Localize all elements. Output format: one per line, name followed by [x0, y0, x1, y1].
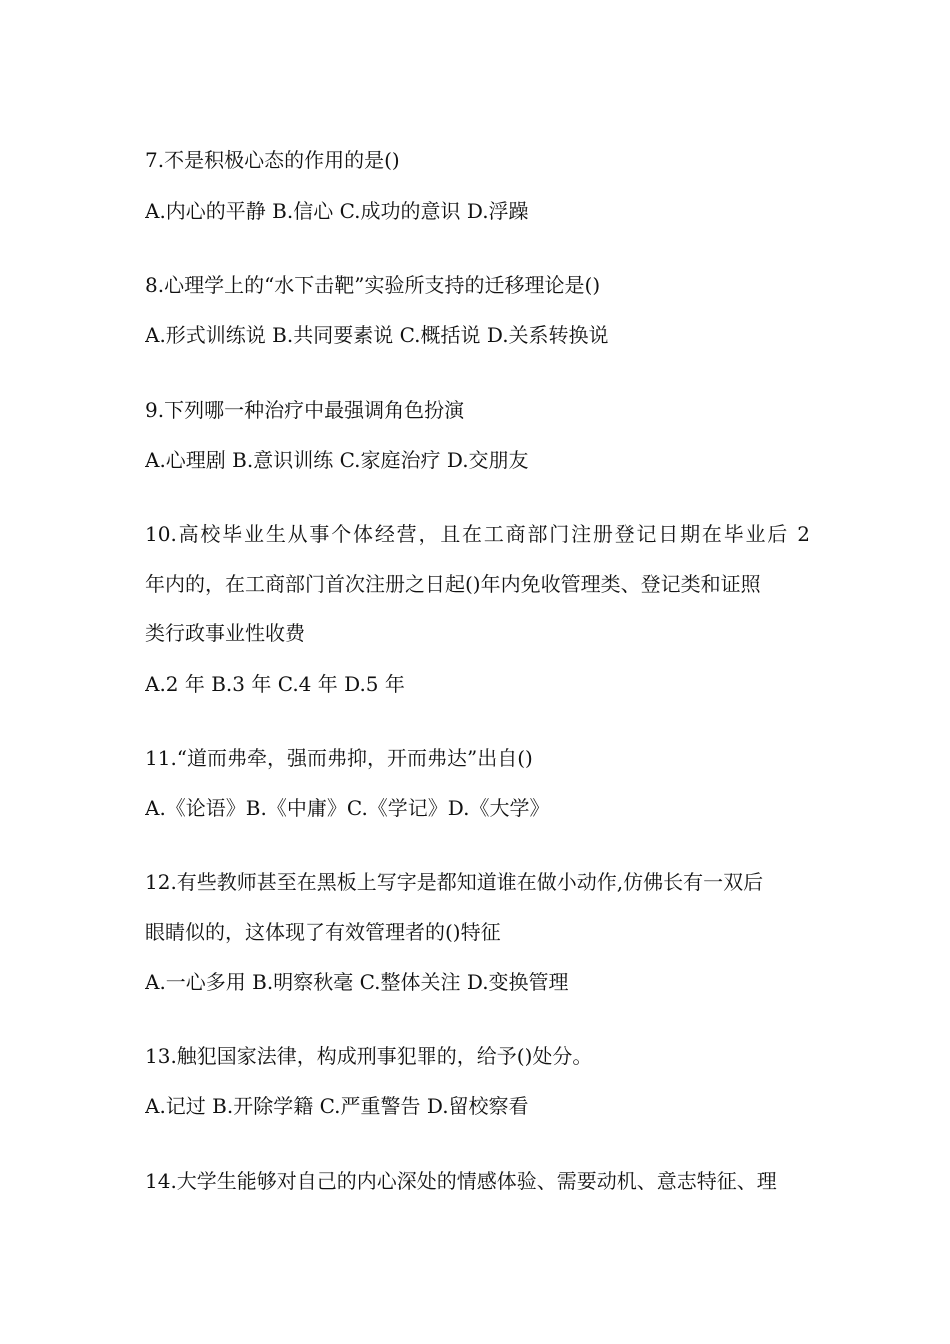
- question-7-options: A.内心的平静 B.信心 C.成功的意识 D.浮躁: [145, 199, 529, 223]
- question-8-options: A.形式训练说 B.共同要素说 C.概括说 D.关系转换说: [145, 323, 609, 347]
- question-14-stem-line-1: 14.大学生能够对自己的内心深处的情感体验、需要动机、意志特征、理: [145, 1169, 777, 1193]
- question-10-stem-line-3: 类行政事业性收费: [145, 621, 305, 645]
- question-10-stem-line-1: 10.高校毕业生从事个体经营，且在工商部门注册登记日期在毕业后 2: [145, 522, 810, 546]
- question-12-stem-line-1: 12.有些教师甚至在黑板上写字是都知道谁在做小动作,仿佛长有一双后: [145, 870, 764, 894]
- question-11-stem: 11.“道而弗牵，强而弗抑，开而弗达”出自(): [145, 746, 533, 770]
- question-11-options: A.《论语》B.《中庸》C.《学记》D.《大学》: [145, 796, 550, 820]
- question-9-options: A.心理剧 B.意识训练 C.家庭治疗 D.交朋友: [145, 448, 529, 472]
- question-8-stem: 8.心理学上的“水下击靶”实验所支持的迁移理论是(): [145, 273, 601, 297]
- question-13-stem: 13.触犯国家法律，构成刑事犯罪的，给予()处分。: [145, 1044, 593, 1068]
- question-10-stem-line-2: 年内的，在工商部门首次注册之日起()年内免收管理类、登记类和证照: [145, 572, 761, 596]
- question-9-stem: 9.下列哪一种治疗中最强调角色扮演: [145, 398, 465, 422]
- question-12-options: A.一心多用 B.明察秋毫 C.整体关注 D.变换管理: [145, 970, 569, 994]
- question-10-options: A.2 年 B.3 年 C.4 年 D.5 年: [145, 672, 405, 696]
- question-12-stem-line-2: 眼睛似的，这体现了有效管理者的()特征: [145, 920, 501, 944]
- question-13-options: A.记过 B.开除学籍 C.严重警告 D.留校察看: [145, 1094, 529, 1118]
- question-7-stem: 7.不是积极心态的作用的是(): [145, 148, 400, 172]
